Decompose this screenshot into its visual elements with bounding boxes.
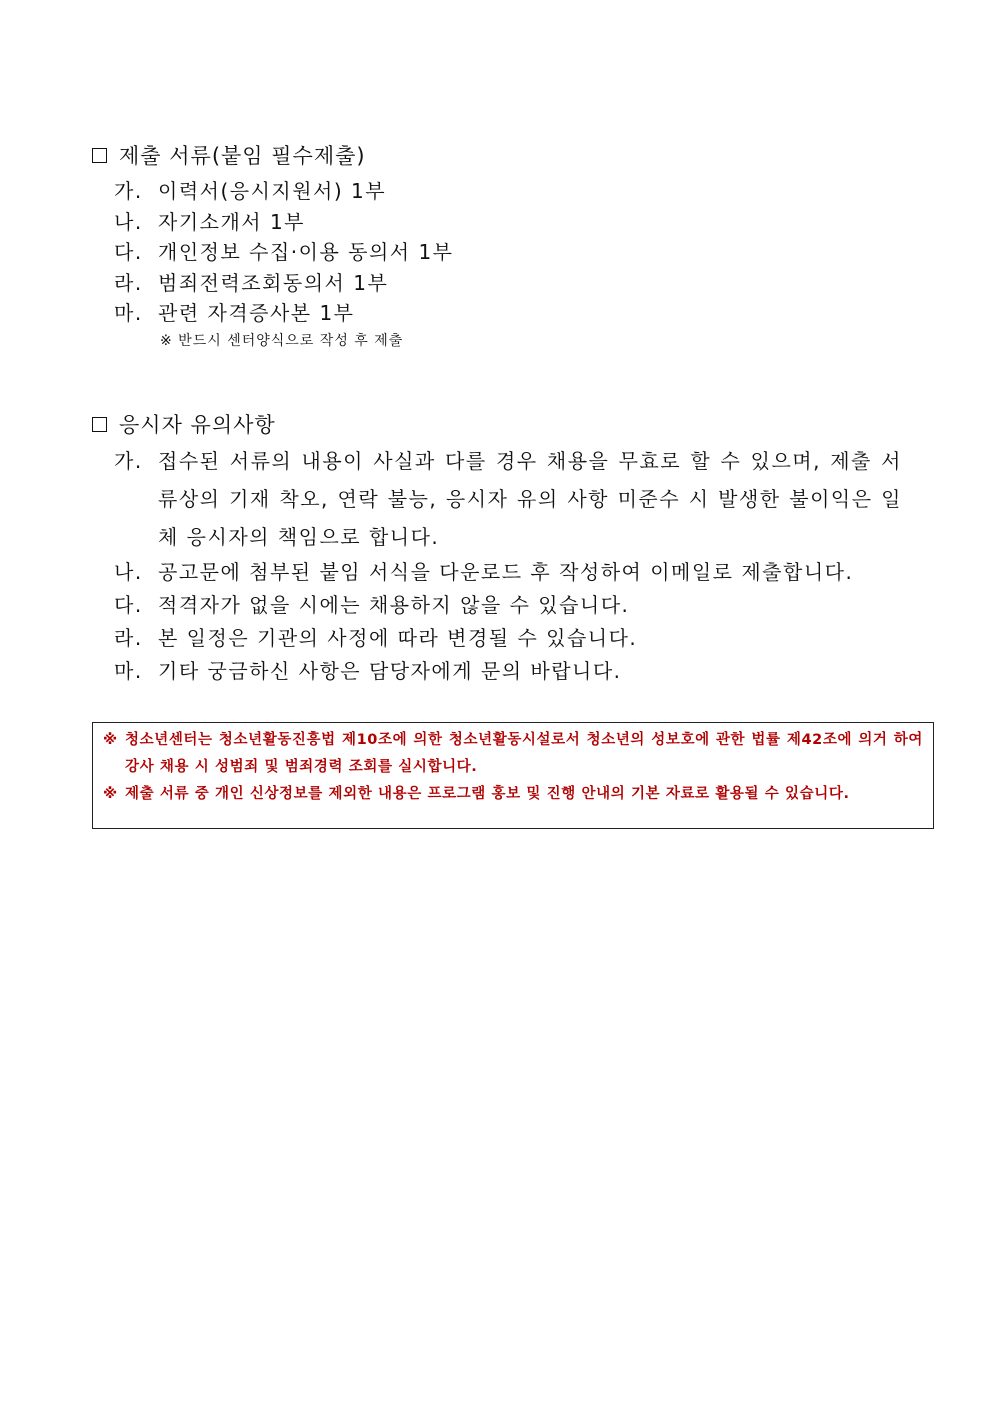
notice-text: 청소년센터는 청소년활동진흥법 제10조에 의한 청소년활동시설로서 청소년의 성보호에 관한 법률 제42조에 의거 하여 강사 채용 시 성범죄 및 범죄경력 조회를 실시합니다. [125,732,923,775]
list-marker: 마. [114,301,143,325]
section-title: 제출 서류(붙임 필수제출) [119,144,366,168]
list-marker: 가. [114,179,143,203]
list-item-text: 개인정보 수집·이용 동의서 1부 [158,240,454,264]
applicant-notes-section [92,410,932,688]
reference-mark: ※ [103,786,118,802]
list-marker: 나. [114,209,143,234]
list-item-text: 이력서(응시지원서) 1부 [158,179,387,203]
list-marker: 마. [114,659,143,683]
list-item [92,655,932,688]
notes-list [92,442,932,688]
list-item [92,442,932,556]
list-marker: 라. [114,626,143,650]
list-marker: 다. [114,593,143,617]
list-item-text: 접수된 서류의 내용이 사실과 다를 경우 채용을 무효로 할 수 있으며, 제출 서류상의 기재 착오, 연락 불능, 응시자 유의 사항 미준수 시 발생한 불이익은 일체 응시자의 책임으로 합니다. [158,449,902,549]
list-item-text: 관련 자격증사본 1부 [158,301,355,325]
list-item [92,176,932,207]
list-item [92,589,932,622]
list-item [92,207,932,238]
notice-line [103,781,923,808]
list-item-text: 적격자가 없을 시에는 채용하지 않을 수 있습니다. [158,593,630,617]
notice-line [103,727,923,781]
checkbox-icon [92,148,107,163]
document-list [92,176,932,329]
list-marker: 라. [114,270,143,295]
list-item-text: 범죄전력조회동의서 1부 [158,270,389,295]
section-title: 응시자 유의사항 [119,413,276,437]
section-heading [92,141,932,169]
list-item [92,237,932,268]
list-item [92,556,932,589]
list-item-text: 자기소개서 1부 [158,209,306,234]
checkbox-icon [92,417,107,432]
reference-mark: ※ [103,732,118,748]
list-item-text: 기타 궁금하신 사항은 담당자에게 문의 바랍니다. [158,659,622,683]
list-item [92,298,932,329]
list-item [92,622,932,655]
list-marker: 가. [114,449,143,473]
list-marker: 다. [114,240,143,264]
list-item-text: 공고문에 첨부된 붙임 서식을 다운로드 후 작성하여 이메일로 제출합니다. [158,560,854,584]
list-marker: 나. [114,560,143,584]
notice-box [92,722,934,829]
notice-text: 제출 서류 중 개인 신상정보를 제외한 내용은 프로그램 홍보 및 진행 안내의 기본 자료로 활용될 수 있습니다. [125,786,850,802]
section-heading [92,410,932,438]
list-item-text: 본 일정은 기관의 사정에 따라 변경될 수 있습니다. [158,626,638,650]
submission-documents-section [92,141,932,329]
template-note: ※ 반드시 센터양식으로 작성 후 제출 [160,333,404,349]
list-item [92,268,932,299]
